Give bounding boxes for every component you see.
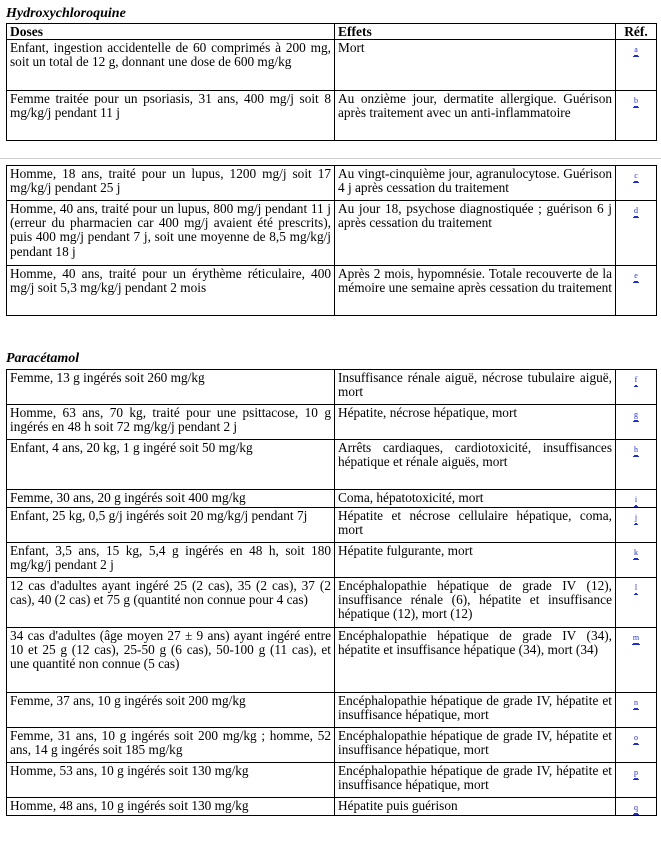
ref-cell bbox=[616, 628, 657, 693]
header-effets: Effets bbox=[335, 24, 616, 40]
table-row bbox=[7, 166, 657, 201]
effect-cell: Encéphalopathie hépatique de grade IV, hépatite et insuffisance hépatique, mort bbox=[335, 728, 616, 763]
effect-cell: Encéphalopathie hépatique de grade IV, hépatite et insuffisance hépatique, mort bbox=[335, 763, 616, 798]
dose-cell: Femme, 13 g ingérés soit 260 mg/kg bbox=[7, 370, 335, 405]
table-row bbox=[7, 266, 657, 316]
effect-cell: Au vingt-cinquième jour, agranulocytose. Guérison 4 j après cessation du traitement bbox=[335, 166, 616, 201]
ref-cell bbox=[616, 370, 657, 405]
ref-cell bbox=[616, 490, 657, 508]
dose-cell: 34 cas d'adultes (âge moyen 27 ± 9 ans) ayant ingéré entre 10 et 25 g (12 cas), 25-50 g (6 cas), 50-100 g (11 cas), et une quantité non connue (5 cas) bbox=[7, 628, 335, 693]
table-row bbox=[7, 40, 657, 91]
dose-cell: Homme, 40 ans, traité pour un érythème réticulaire, 400 mg/j soit 5,3 mg/kg/j pendant 2 mois bbox=[7, 266, 335, 316]
table-header-row bbox=[7, 24, 657, 40]
table-row bbox=[7, 405, 657, 440]
effect-cell: Coma, hépatotoxicité, mort bbox=[335, 490, 616, 508]
reference-link[interactable]: j bbox=[634, 514, 638, 525]
ref-cell bbox=[616, 578, 657, 628]
table-row bbox=[7, 763, 657, 798]
table-row bbox=[7, 508, 657, 543]
table-row bbox=[7, 440, 657, 490]
reference-link[interactable]: l bbox=[634, 584, 638, 595]
ref-cell bbox=[616, 543, 657, 578]
hydroxychloroquine-title: Hydroxychloroquine bbox=[6, 6, 126, 21]
dose-cell: Homme, 63 ans, 70 kg, traité pour une psittacose, 10 g ingérés en 48 h soit 72 mg/kg/j pendant 2 j bbox=[7, 405, 335, 440]
reference-link[interactable]: g bbox=[633, 411, 639, 422]
ref-cell bbox=[616, 440, 657, 490]
dose-cell: Femme traitée pour un psoriasis, 31 ans, 400 mg/j soit 8 mg/kg/j pendant 11 j bbox=[7, 91, 335, 141]
ref-cell bbox=[616, 405, 657, 440]
effect-cell: Arrêts cardiaques, cardiotoxicité, insuffisances hépatique et rénale aiguës, mort bbox=[335, 440, 616, 490]
effect-cell: Encéphalopathie hépatique de grade IV (34), hépatite et insuffisance hépatique (34), mort (34) bbox=[335, 628, 616, 693]
table-row bbox=[7, 693, 657, 728]
dose-cell: Femme, 37 ans, 10 g ingérés soit 200 mg/kg bbox=[7, 693, 335, 728]
header-doses: Doses bbox=[7, 24, 335, 40]
effect-cell: Hépatite fulgurante, mort bbox=[335, 543, 616, 578]
header-ref: Réf. bbox=[616, 24, 657, 40]
reference-link[interactable]: h bbox=[633, 446, 639, 457]
reference-link[interactable]: e bbox=[633, 272, 639, 283]
reference-link[interactable]: o bbox=[633, 734, 639, 745]
dose-cell: Homme, 18 ans, traité pour un lupus, 1200 mg/j soit 17 mg/kg/j pendant 25 j bbox=[7, 166, 335, 201]
reference-link[interactable]: k bbox=[633, 549, 639, 560]
ref-cell bbox=[616, 728, 657, 763]
paracetamol-title: Paracétamol bbox=[6, 351, 80, 366]
effect-cell: Après 2 mois, hypomnésie. Totale recouverte de la mémoire une semaine après cessation du traitement bbox=[335, 266, 616, 316]
reference-link[interactable]: n bbox=[633, 699, 639, 710]
ref-cell bbox=[616, 266, 657, 316]
dose-cell: Homme, 53 ans, 10 g ingérés soit 130 mg/kg bbox=[7, 763, 335, 798]
dose-cell: Enfant, 25 kg, 0,5 g/j ingérés soit 20 mg/kg/j pendant 7j bbox=[7, 508, 335, 543]
dose-cell: Enfant, 4 ans, 20 kg, 1 g ingéré soit 50 mg/kg bbox=[7, 440, 335, 490]
table-row bbox=[7, 201, 657, 266]
ref-cell bbox=[616, 201, 657, 266]
effect-cell: Insuffisance rénale aiguë, nécrose tubulaire aiguë, mort bbox=[335, 370, 616, 405]
reference-link[interactable]: c bbox=[633, 172, 639, 183]
table-row bbox=[7, 628, 657, 693]
table-row bbox=[7, 728, 657, 763]
ref-cell bbox=[616, 693, 657, 728]
hydroxychloroquine-table-part2 bbox=[6, 165, 657, 316]
effect-cell: Au jour 18, psychose diagnostiquée ; guérison 6 j après cessation du traitement bbox=[335, 201, 616, 266]
table-row bbox=[7, 91, 657, 141]
dose-cell: Homme, 40 ans, traité pour un lupus, 800 mg/j pendant 11 j (erreur du pharmacien car 400 mg/j avaient été prescrits), puis 400 mg/j pendant 7 j, soit une moyenne de 8,5 mg/kg/j pendant 18 j bbox=[7, 201, 335, 266]
reference-link[interactable]: d bbox=[633, 207, 639, 218]
dose-cell: Enfant, 3,5 ans, 15 kg, 5,4 g ingérés en 48 h, soit 180 mg/kg/j pendant 2 j bbox=[7, 543, 335, 578]
table-row bbox=[7, 370, 657, 405]
dose-cell: Femme, 31 ans, 10 g ingérés soit 200 mg/kg ; homme, 52 ans, 14 g ingérés soit 185 mg/kg bbox=[7, 728, 335, 763]
reference-link[interactable]: m bbox=[632, 634, 640, 645]
reference-link[interactable]: b bbox=[633, 97, 639, 108]
ref-cell bbox=[616, 91, 657, 141]
ref-cell bbox=[616, 40, 657, 91]
reference-link[interactable]: a bbox=[633, 46, 639, 57]
ref-cell bbox=[616, 798, 657, 816]
reference-link[interactable]: f bbox=[634, 376, 639, 387]
dose-cell: 12 cas d'adultes ayant ingéré 25 (2 cas), 35 (2 cas), 37 (2 cas), 40 (2 cas) et 75 g (quantité non connue pour 4 cas) bbox=[7, 578, 335, 628]
effect-cell: Au onzième jour, dermatite allergique. Guérison après traitement avec un anti-inflammatoire bbox=[335, 91, 616, 141]
effect-cell: Mort bbox=[335, 40, 616, 91]
dose-cell: Femme, 30 ans, 20 g ingérés soit 400 mg/kg bbox=[7, 490, 335, 508]
table-row bbox=[7, 490, 657, 508]
hydroxychloroquine-table-part1 bbox=[6, 23, 657, 141]
page-break-line bbox=[0, 158, 661, 159]
paracetamol-table bbox=[6, 369, 657, 816]
ref-cell bbox=[616, 166, 657, 201]
dose-cell: Enfant, ingestion accidentelle de 60 comprimés à 200 mg, soit un total de 12 g, donnant une dose de 600 mg/kg bbox=[7, 40, 335, 91]
effect-cell: Hépatite et nécrose cellulaire hépatique, coma, mort bbox=[335, 508, 616, 543]
table-row bbox=[7, 798, 657, 816]
reference-link[interactable]: i bbox=[634, 496, 638, 507]
table-row bbox=[7, 578, 657, 628]
effect-cell: Encéphalopathie hépatique de grade IV, hépatite et insuffisance hépatique, mort bbox=[335, 693, 616, 728]
reference-link[interactable]: q bbox=[633, 804, 639, 815]
ref-cell bbox=[616, 508, 657, 543]
dose-cell: Homme, 48 ans, 10 g ingérés soit 130 mg/kg bbox=[7, 798, 335, 816]
reference-link[interactable]: p bbox=[633, 769, 639, 780]
effect-cell: Encéphalopathie hépatique de grade IV (12), insuffisance rénale (6), hépatite et insuffisance hépatique (12), mort (12) bbox=[335, 578, 616, 628]
effect-cell: Hépatite puis guérison bbox=[335, 798, 616, 816]
ref-cell bbox=[616, 763, 657, 798]
effect-cell: Hépatite, nécrose hépatique, mort bbox=[335, 405, 616, 440]
table-row bbox=[7, 543, 657, 578]
